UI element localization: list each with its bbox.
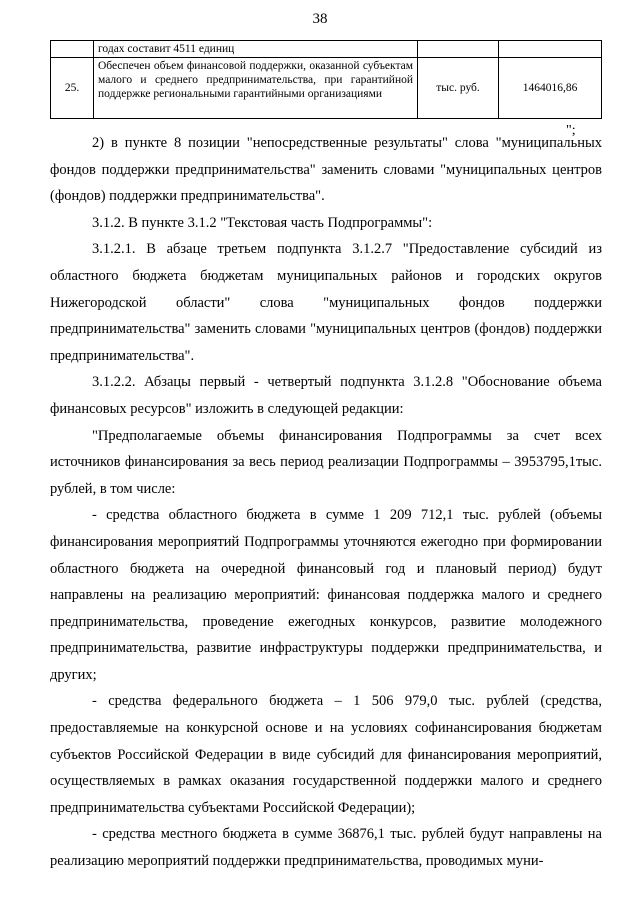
paragraph: 3.1.2.1. В абзаце третьем подпункта 3.1.2.7 "Предоставление субсидий из областного бюджета бюджетам муниципальных районов и городских округов Нижегородской области" слова "муниципальных фондов поддержки предпринимательства" заменить словами "муниципальных центров (фондов) поддержки предпринимательства". (50, 241, 602, 364)
row-number-cell (51, 41, 94, 58)
paragraph: - средства федерального бюджета – 1 506 979,0 тыс. рублей (средства, предоставляемые на конкурсной основе и на условиях софинансирования бюджетам субъектов Российской Федерации в виде субсидий для финансирования мероприятий, осуществляемых в рамках оказания государственной поддержки малого и среднего предпринимательства субъектами Российской Федерации); (50, 693, 602, 816)
paragraph: - средства областного бюджета в сумме 1 209 712,1 тыс. рублей (объемы финансирования мероприятий Подпрограммы уточняются ежегодно при формировании областного бюджета на очередной финансовый год и плановый период) будут направлены на реализацию мероприятий: финансовая поддержка малого и среднего предпринимательства, проведение ежегодных конкурсов, развитие молодежного предпринимательства, развитие инфраструктуры поддержки предпринимательства, и других; (50, 507, 602, 683)
paragraph: 3.1.2. В пункте 3.1.2 "Текстовая часть Подпрограммы": (92, 214, 433, 231)
document-body (50, 130, 602, 875)
paragraph: 2) в пункте 8 позиции "непосредственные результаты" слова "муниципальных фондов поддержки предпринимательства" заменить словами "муниципальных центров (фондов) поддержки предпринимательства". (50, 135, 602, 205)
value-cell: 1464016,86 (499, 58, 602, 119)
row-number-cell: 25. (51, 58, 94, 119)
paragraph: 3.1.2.2. Абзацы первый - четвертый подпункта 3.1.2.8 "Обоснование объема финансовых ресурсов" изложить в следующей редакции: (50, 374, 602, 417)
indicators-table (50, 40, 602, 119)
table-row (51, 58, 602, 119)
table-row (51, 41, 602, 58)
paragraph: - средства местного бюджета в сумме 36876,1 тыс. рублей будут направлены на реализацию мероприятий поддержки предпринимательства, проводимых муни- (50, 826, 602, 870)
indicator-description-cell: Обеспечен объем финансовой поддержки, оказанной субъектам малого и среднего предпринимательства, при гарантийной поддержке региональными гарантийными организациями (94, 58, 418, 119)
indicator-description-cell: годах составит 4511 единиц (94, 41, 418, 58)
unit-cell: тыс. руб. (418, 58, 499, 119)
page-number: 38 (312, 11, 328, 27)
table-closing-quote: "; (566, 123, 576, 138)
value-cell (499, 41, 602, 58)
paragraph: "Предполагаемые объемы финансирования Подпрограммы за счет всех источников финансирования за весь период реализации Подпрограммы – 3953795,1тыс. рублей, в том числе: (50, 427, 602, 497)
unit-cell (418, 41, 499, 58)
